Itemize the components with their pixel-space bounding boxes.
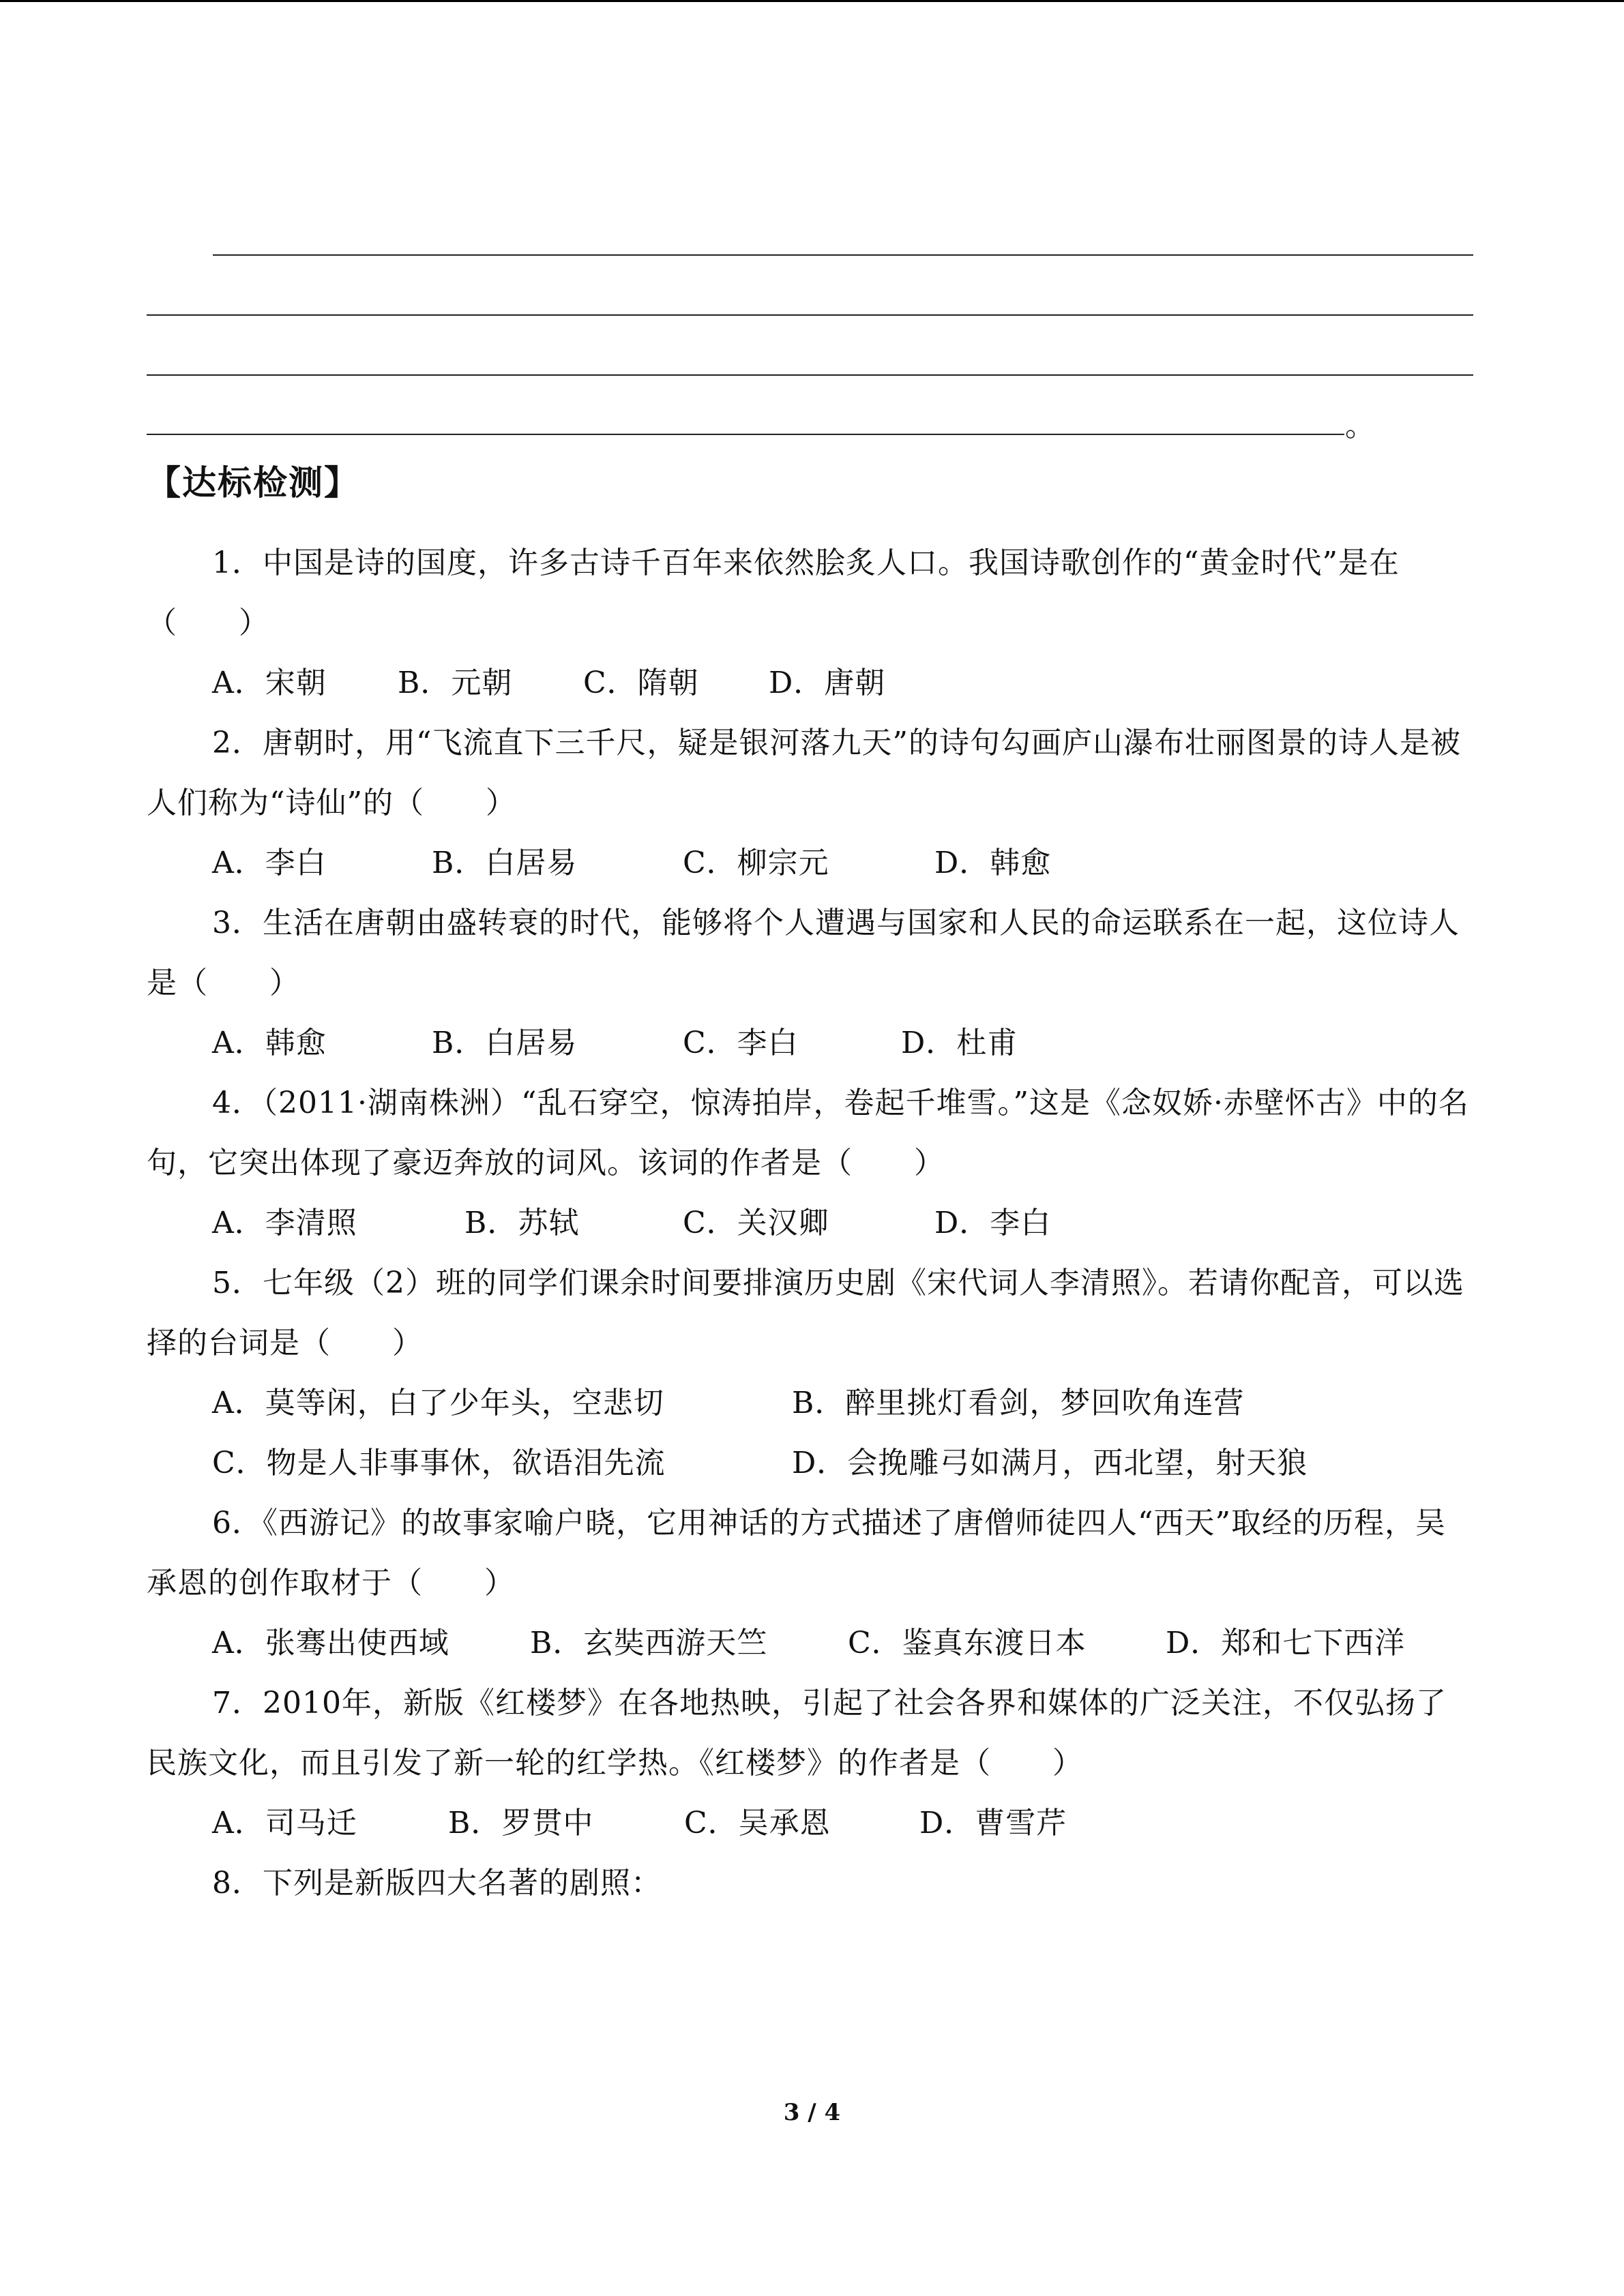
question-6-stem: 6．《西游记》的故事家喻户晓，它用神话的方式描述了唐僧师徒四人“西天”取经的历程，吴承恩的创作取材于（ ） — [147, 1506, 1446, 1600]
option: C．柳宗元 — [683, 846, 829, 880]
question-6-options — [147, 1613, 1539, 1673]
option: D．唐朝 — [769, 666, 886, 700]
option: B．醉里挑灯看剑，梦回吹角连营 — [792, 1386, 1245, 1420]
option: D．韩愈 — [934, 846, 1052, 880]
question-5-options-row-2 — [147, 1433, 1539, 1493]
option: A．宋朝 — [212, 666, 327, 700]
question-4-options — [147, 1193, 1539, 1253]
option: A．李清照 — [212, 1206, 357, 1240]
option: D．杜甫 — [901, 1026, 1018, 1060]
answer-line-1 — [213, 254, 1473, 256]
question-5-stem: 5．七年级（2）班的同学们课余时间要排演历史剧《宋代词人李清照》。若请你配音，可以选择的台词是（ ） — [147, 1266, 1464, 1360]
option: C．关汉卿 — [683, 1206, 829, 1240]
option: B．罗贯中 — [448, 1806, 594, 1840]
line-end-period: 。 — [1345, 408, 1375, 443]
question-3-options — [147, 1013, 1539, 1073]
question-1-options — [147, 653, 1539, 713]
option: C．吴承恩 — [684, 1806, 831, 1840]
question-3-stem: 3．生活在唐朝由盛转衰的时代，能够将个人遭遇与国家和人民的命运联系在一起，这位诗人是（ ） — [147, 906, 1460, 1000]
section-heading: 【达标检测】 — [147, 462, 359, 503]
answer-line-2 — [147, 314, 1473, 316]
option: A．莫等闲，白了少年头，空悲切 — [212, 1386, 664, 1420]
question-7-stem: 7．2010年，新版《红楼梦》在各地热映，引起了社会各界和媒体的广泛关注，不仅弘扬了民族文化，而且引发了新一轮的红学热。《红楼梦》的作者是（ ） — [147, 1686, 1447, 1780]
option: C．李白 — [683, 1026, 799, 1060]
top-border — [0, 0, 1624, 2]
option: A．张骞出使西域 — [212, 1626, 449, 1660]
question-5-options-row-1 — [147, 1373, 1539, 1433]
option: B．苏轼 — [464, 1206, 580, 1240]
option: A．司马迁 — [212, 1806, 357, 1840]
page-number: 3 / 4 — [783, 2099, 841, 2126]
option: B．白居易 — [432, 1026, 578, 1060]
question-8-stem: 8．下列是新版四大名著的剧照： — [212, 1866, 662, 1900]
option: D．郑和七下西洋 — [1166, 1626, 1406, 1660]
question-2-options — [147, 833, 1539, 893]
option: B．玄奘西游天竺 — [530, 1626, 768, 1660]
question-7-options — [147, 1793, 1539, 1853]
option: D．会挽雕弓如满月，西北望，射天狼 — [792, 1446, 1308, 1480]
option: D．曹雪芹 — [919, 1806, 1067, 1840]
question-2-stem: 2．唐朝时，用“飞流直下三千尺，疑是银河落九天”的诗句勾画庐山瀑布壮丽图景的诗人是被人们称为“诗仙”的（ ） — [147, 726, 1461, 820]
option: D．李白 — [934, 1206, 1052, 1240]
option: B．白居易 — [432, 846, 578, 880]
option: A．韩愈 — [212, 1026, 327, 1060]
answer-line-4 — [147, 434, 1344, 435]
option: B．元朝 — [398, 666, 513, 700]
question-1-stem: 1．中国是诗的国度，许多古诗千百年来依然脍炙人口。我国诗歌创作的“黄金时代”是在（ ） — [147, 546, 1400, 640]
option: C．物是人非事事休，欲语泪先流 — [212, 1446, 666, 1480]
option: C．鉴真东渡日本 — [848, 1626, 1087, 1660]
question-4-stem: 4．（2011·湖南株洲）“乱石穿空，惊涛拍岸，卷起千堆雪。”这是《念奴娇·赤壁怀古》中的名句，它突出体现了豪迈奔放的词风。该词的作者是（ ） — [147, 1086, 1469, 1180]
option: A．李白 — [212, 846, 327, 880]
answer-line-3 — [147, 374, 1473, 376]
option: C．隋朝 — [583, 666, 699, 700]
